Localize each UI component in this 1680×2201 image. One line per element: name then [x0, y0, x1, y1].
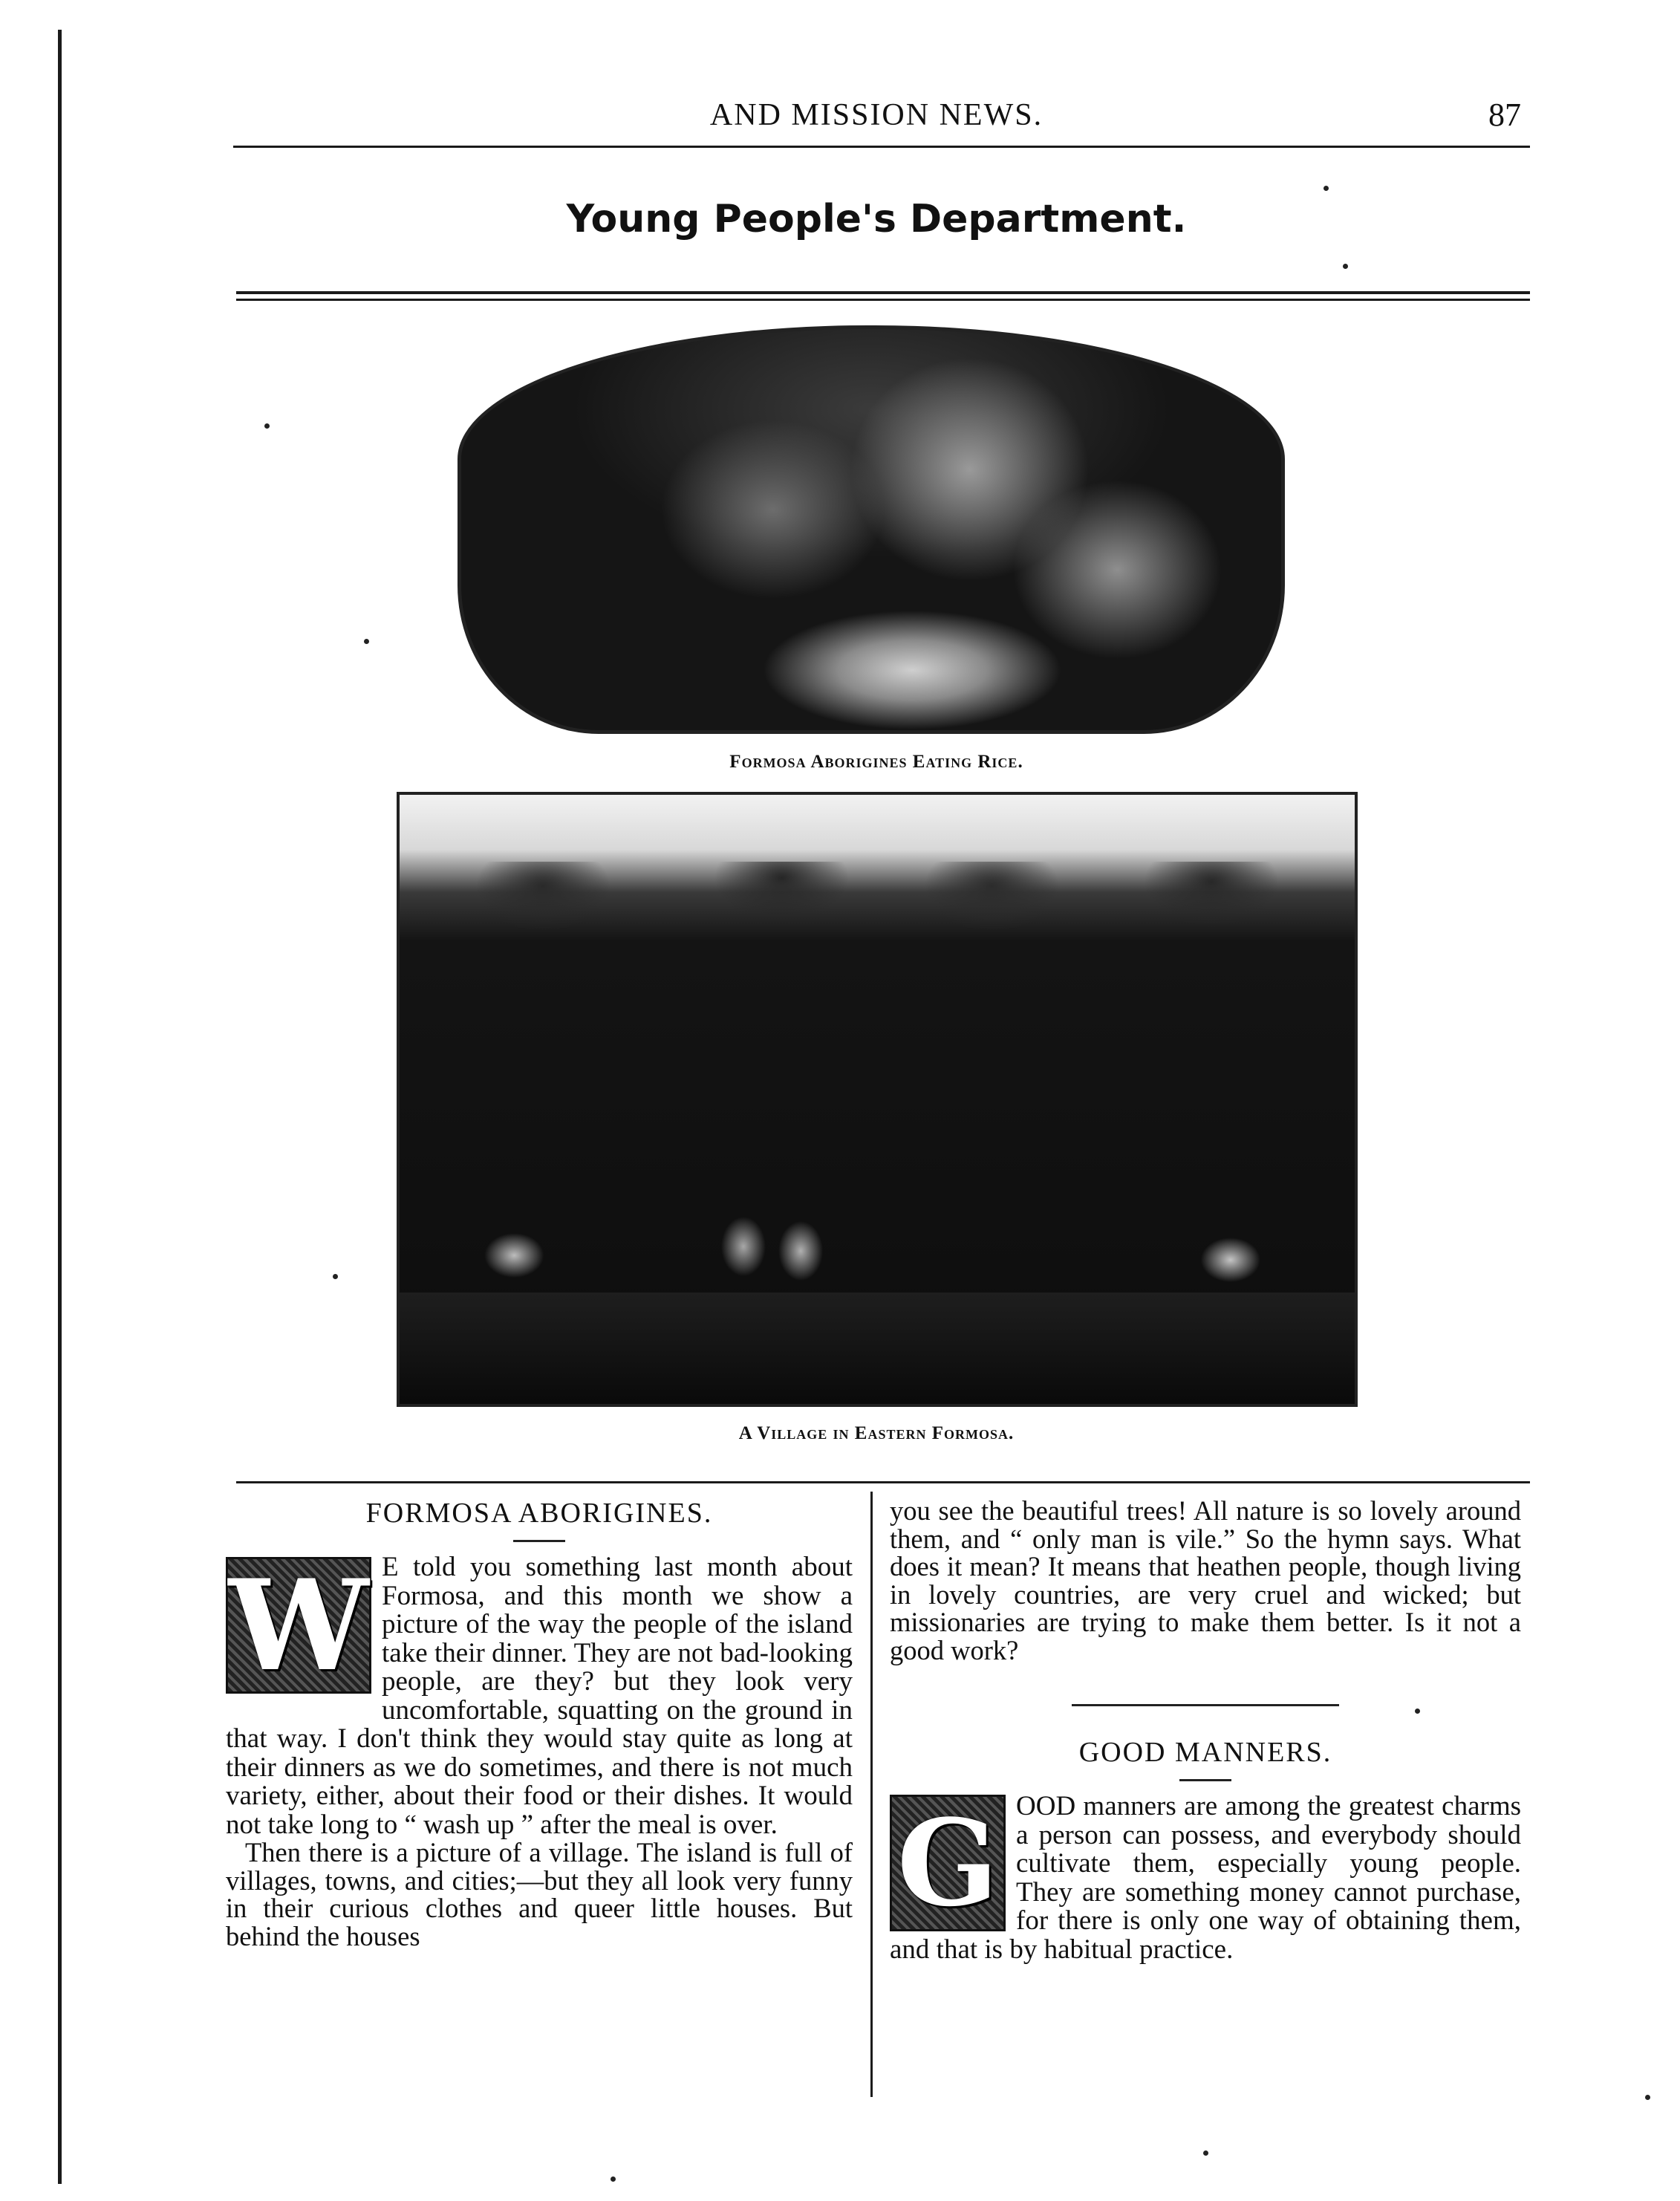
- aborigines-eating-rice-photo: [458, 325, 1285, 734]
- heading-rule: [513, 1540, 565, 1542]
- header-rule: [233, 146, 1530, 148]
- article-paragraph: [890, 1792, 1521, 1963]
- palm-canopy: [400, 862, 1355, 943]
- department-title: Young People's Department.: [566, 197, 1187, 241]
- print-speck: [1324, 186, 1329, 191]
- eastern-formosa-village-photo: [397, 792, 1358, 1407]
- page-number: 87: [1488, 97, 1521, 133]
- village-houses: [400, 1211, 1355, 1300]
- print-speck: [611, 2176, 616, 2182]
- article-paragraph: you see the beautiful trees! All nature is so lovely around them, and “ only man is vile.” So the hymn says. What does it mean? It means that heathen people, though living in lovely countries, are very cruel and wicked; but missionaries are trying to make them better. Is it not a good work?: [890, 1495, 1521, 1665]
- paragraph-text: OOD manners are among the greatest charms a person can possess, and everybody should cultivate them, especially young people. They are something money cannot purchase, for there is only one way of obtaining them, and that is by habitual practice.: [890, 1791, 1521, 1965]
- running-head: [223, 97, 1530, 141]
- title-double-rule-top: [236, 291, 1530, 294]
- article-heading-manners: GOOD MANNERS.: [1078, 1737, 1332, 1768]
- column-right: [890, 1497, 1521, 1963]
- paragraph-text: E told you something last month about Formosa, and this month we show a picture of the way the people of the island take their dinner. They are not bad-looking people, are they? but they look very uncomfortable, squatting on the ground in that way. I don't think they would stay quite as long at their dinners as we do sometimes, and there is not much variety, either, about their food or their dishes. It would not take long to “ wash up ” after the meal is over.: [226, 1552, 853, 1840]
- running-title: AND MISSION NEWS.: [709, 98, 1044, 132]
- column-divider: [870, 1492, 873, 2097]
- ornamental-initial-w: W: [226, 1557, 371, 1694]
- ornamental-initial-g: G: [890, 1795, 1006, 1931]
- column-left: [226, 1497, 853, 1950]
- article-paragraph: [226, 1553, 853, 1838]
- print-speck: [1203, 2150, 1208, 2156]
- columns-top-rule: [236, 1481, 1530, 1483]
- article-paragraph: Then there is a picture of a village. The island is full of villages, towns, and cities;—but they all look very funny in their curious clothes and queer little houses. But behind the houses: [226, 1837, 853, 1951]
- figure-caption-1: Formosa Aborigines Eating Rice.: [729, 752, 1023, 772]
- print-speck: [1415, 1709, 1420, 1714]
- print-speck: [264, 423, 270, 429]
- binding-edge: [58, 30, 62, 2184]
- article-separator-rule: [1072, 1704, 1339, 1706]
- print-speck: [1343, 264, 1348, 269]
- figure-caption-2: A Village in Eastern Formosa.: [738, 1423, 1015, 1443]
- heading-rule: [1179, 1779, 1231, 1781]
- article-heading-formosa: FORMOSA ABORIGINES.: [365, 1498, 713, 1529]
- print-speck: [364, 639, 369, 644]
- print-speck: [1645, 2095, 1650, 2100]
- foreground: [400, 1293, 1355, 1404]
- title-double-rule-bottom: [236, 299, 1530, 301]
- print-speck: [333, 1274, 338, 1279]
